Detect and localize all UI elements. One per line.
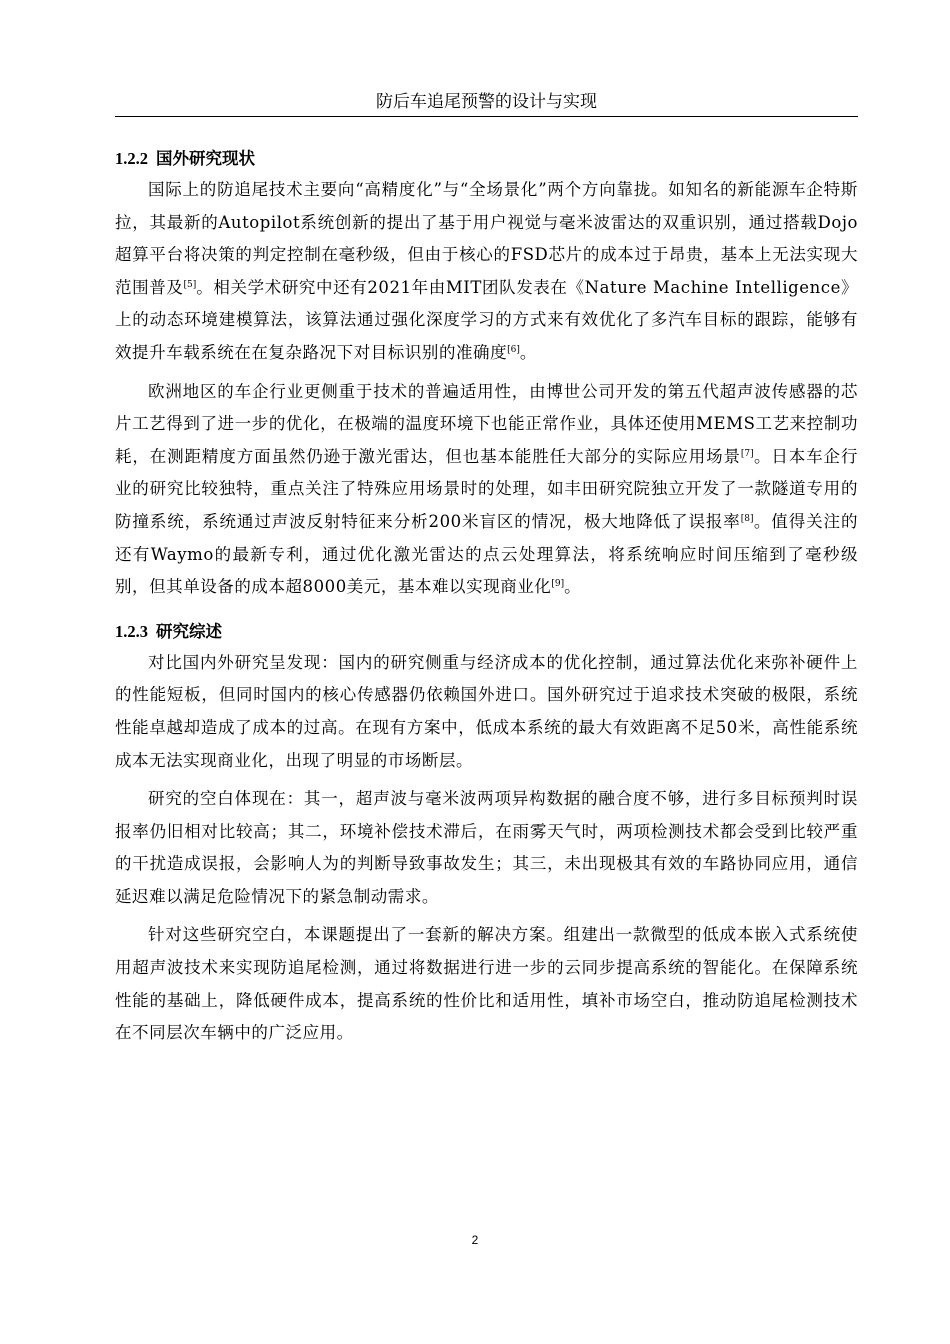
- text-run: 。日本车企行业的研究比较独特，重点关注了特殊应用场景时的处理，如丰田研究院独立开发了一款隧道专用的防撞系统，系统通过声波反射特征来分析200米盲区的情况，极大地降低了误报率: [115, 446, 858, 531]
- text-run: 国际上的防追尾技术主要向“高精度化”与“全场景化”两个方向靠拢。如知名的新能源车企特斯拉，其最新的Autopilot系统创新的提出了基于用户视觉与毫米波雷达的双重识别，通过搭载Dojo超算平台将决策的判定控制在毫秒级，但由于核心的FSD芯片的成本过于昂贵，基本上无法实现大范围普及: [115, 180, 858, 297]
- body-content: [115, 143, 858, 1050]
- section-title: 研究综述: [156, 621, 222, 641]
- citation: [6]: [507, 344, 520, 355]
- section-heading: [115, 143, 858, 174]
- text-run: 欧洲地区的车企行业更侧重于技术的普遍适用性，由博世公司开发的第五代超声波传感器的芯片工艺得到了进一步的优化，在极端的温度环境下也能正常作业，具体还使用MEMS工艺来控制功耗，在测距精度方面虽然仍逊于激光雷达，但也基本能胜任大部分的实际应用场景: [115, 381, 858, 466]
- paragraph: [115, 376, 858, 604]
- text-run: 。值得关注的还有Waymo的最新专利，通过优化激光雷达的点云处理算法，将系统响应时间压缩到了毫秒级别，但其单设备的成本超8000美元，基本难以实现商业化: [115, 511, 858, 597]
- page-number: 2: [471, 1233, 479, 1247]
- section-heading: [115, 616, 858, 647]
- text-run: 研究的空白体现在：其一，超声波与毫米波两项异构数据的融合度不够，进行多目标预判时误报率仍旧相对比较高；其二，环境补偿技术滞后，在雨雾天气时，两项检测技术都会受到比较严重的干扰造成误报，会影响人为的判断导致事故发生；其三，未出现极其有效的车路协同应用，通信延迟难以满足危险情况下的紧急制动需求。: [115, 789, 858, 906]
- section-number: 1.2.3: [115, 621, 148, 641]
- paragraph: [115, 174, 858, 370]
- paragraph: [115, 647, 858, 777]
- text-run: 。: [564, 577, 582, 597]
- text-run: 针对这些研究空白，本课题提出了一套新的解决方案。组建出一款微型的低成本嵌入式系统使用超声波技术来实现防追尾检测，通过将数据进行进一步的云同步提高系统的智能化。在保障系统性能的基础上，降低硬件成本，提高系统的性价比和适用性，填补市场空白，推动防追尾检测技术在不同层次车辆中的广泛应用。: [115, 925, 858, 1043]
- paragraph: [115, 919, 858, 1049]
- paragraph: [115, 783, 858, 913]
- running-header: 防后车追尾预警的设计与实现: [376, 92, 597, 112]
- text-run: 。相关学术研究中还有2021年由MIT团队发表在《Nature Machine Intelligence》上的动态环境建模算法，该算法通过强化深度学习的方式来有效优化了多汽车目标的跟踪，能够有效提升车载系统在在复杂路况下对目标识别的准确度: [115, 277, 858, 362]
- citation: [7]: [740, 448, 754, 459]
- header-rule: [115, 116, 858, 117]
- citation: [9]: [551, 579, 565, 590]
- section-number: 1.2.2: [115, 149, 148, 168]
- citation: [5]: [183, 279, 197, 290]
- text-run: 对比国内外研究呈发现：国内的研究侧重与经济成本的优化控制，通过算法优化来弥补硬件上的性能短板，但同时国内的核心传感器仍依赖国外进口。国外研究过于追求技术突破的极限，系统性能卓越却造成了成本的过高。在现有方案中，低成本系统的最大有效距离不足50米，高性能系统成本无法实现商业化，出现了明显的市场断层。: [115, 652, 858, 770]
- section-title: 国外研究现状: [156, 149, 255, 168]
- citation: [8]: [740, 513, 754, 524]
- text-run: 。: [519, 342, 537, 362]
